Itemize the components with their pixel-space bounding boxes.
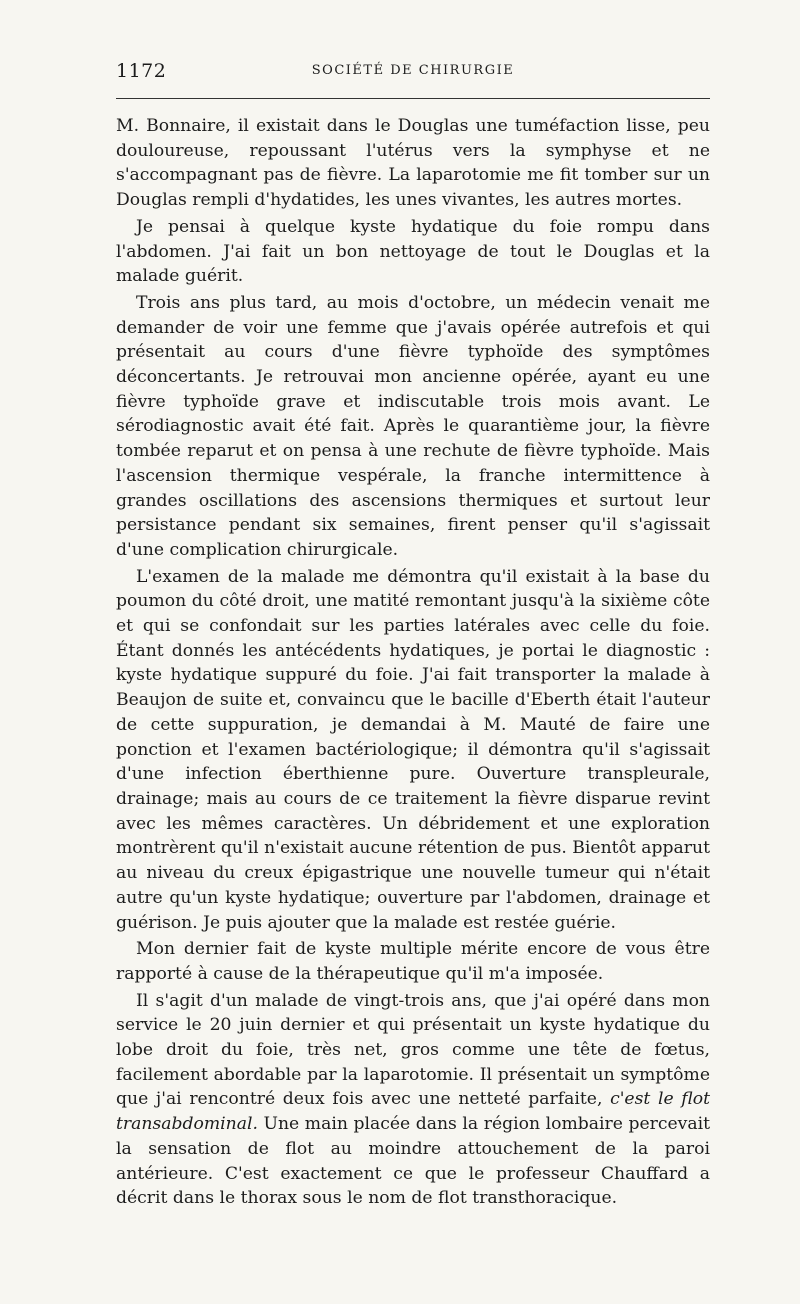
paragraph-text: Une main placée dans la région lombaire percevait la sensation de flot au moindre attouchement de la paroi antérieure. C'est exactement ce que le professeur Chauffard a décrit dans le thorax sous le nom de flot transthoracique.: [116, 1114, 710, 1209]
body-text: [116, 114, 710, 1213]
paragraph: [116, 989, 710, 1211]
page-number: 1172: [116, 60, 167, 82]
running-title: SOCIÉTÉ DE CHIRURGIE: [311, 63, 515, 78]
page-header: [116, 60, 710, 88]
paragraph: Mon dernier fait de kyste multiple mérite encore de vous être rapporté à cause de la thérapeutique qu'il m'a imposée.: [116, 939, 710, 984]
paragraph-text: Il s'agit d'un malade de vingt-trois ans, que j'ai opéré dans mon service le 20 juin dernier et qui présentait un kyste hydatique du lobe droit du foie, très net, gros comme une tête de fœtus, facilement abordable par la laparotomie. Il présentait un symptôme que j'ai rencontré deux fois avec une netteté parfaite,: [116, 990, 710, 1110]
paragraph: Trois ans plus tard, au mois d'octobre, un médecin venait me demander de voir une femme que j'avais opérée autrefois et qui présentait au cours d'une fièvre typhoïde des symptômes déconcertants. Je retrouvai mon ancienne opérée, ayant eu une fièvre typhoïde grave et indiscutable trois mois avant. Le sérodiagnostic avait été fait. Après le quarantième jour, la fièvre tombée reparut et on pensa à une rechute de fièvre typhoïde. Mais l'ascension thermique vespérale, la franche intermittence à grandes oscillations des ascensions thermiques et surtout leur persistance pendant six semaines, firent penser qu'il s'agissait d'une complication chirurgicale.: [116, 292, 710, 560]
paragraph: Je pensai à quelque kyste hydatique du foie rompu dans l'abdomen. J'ai fait un bon nettoyage de tout le Douglas et la malade guérit.: [116, 216, 710, 287]
paragraph: M. Bonnaire, il existait dans le Douglas une tuméfaction lisse, peu douloureuse, repoussant l'utérus vers la symphyse et ne s'accompagnant pas de fièvre. La laparotomie me fit tomber sur un Douglas rempli d'hydatides, les unes vivantes, les autres mortes.: [116, 116, 710, 211]
header-rule: [116, 98, 710, 99]
paragraph: L'examen de la malade me démontra qu'il existait à la base du poumon du côté droit, une matité remontant jusqu'à la sixième côte et qui se confondait sur les parties latérales avec celle du foie. Étant donnés les antécédents hydatiques, je portai le diagnostic : kyste hydatique suppuré du foie. J'ai fait transporter la malade à Beaujon de suite et, convaincu que le bacille d'Eberth était l'auteur de cette suppuration, je demandai à M. Mauté de faire une ponction et l'examen bactériologique; il démontra qu'il s'agissait d'une infection éberthienne pure. Ouverture transpleurale, drainage; mais au cours de ce traitement la fièvre disparue revint avec les mêmes caractères. Un débridement et une exploration montrèrent qu'il n'existait aucune rétention de pus. Bientôt apparut au niveau du creux épigastrique une nouvelle tumeur qui n'était autre qu'un kyste hydatique; ouverture par l'abdomen, drainage et guérison. Je puis ajouter que la malade est restée guérie.: [116, 566, 710, 933]
emphasis-text: c'est le flot transabdominal.: [116, 1089, 710, 1135]
